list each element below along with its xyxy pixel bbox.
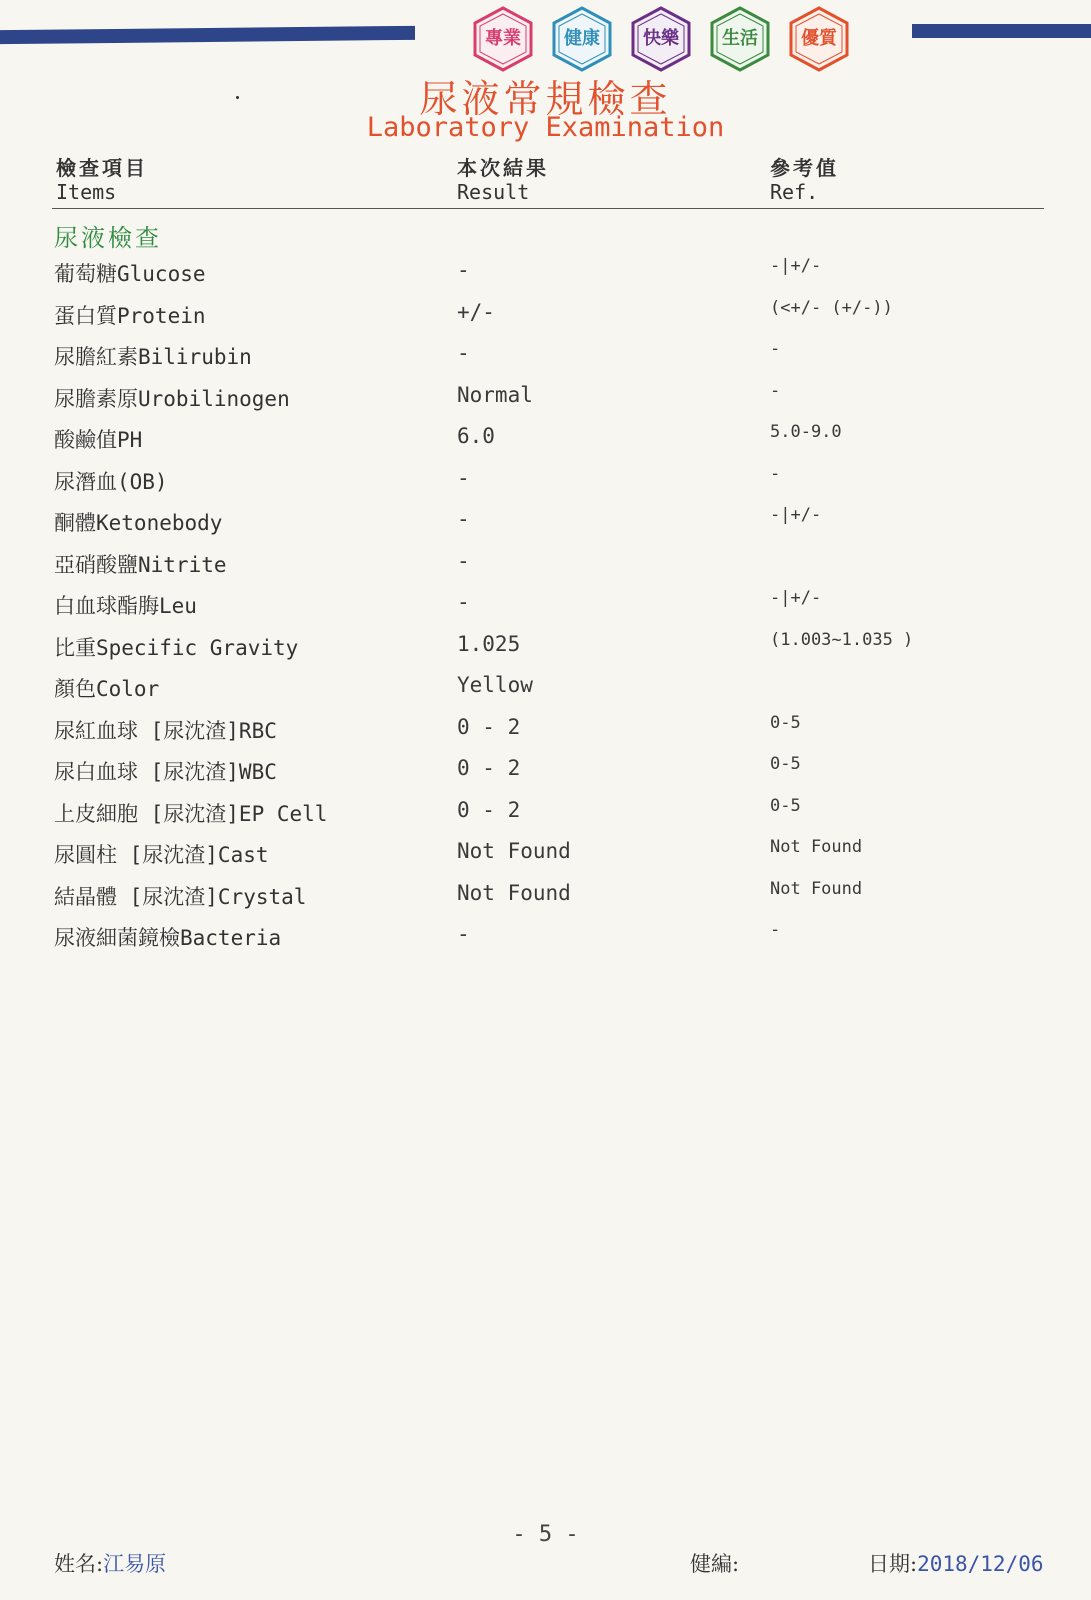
item-ref: - [770, 339, 781, 359]
badge-happy: 快樂 [628, 5, 694, 73]
item-ref: - [770, 463, 781, 484]
item-ref: - [770, 920, 781, 940]
item-name: 尿膽素原Urobilinogen [54, 386, 290, 411]
table-row [0, 418, 1091, 460]
name-value: 江易原 [103, 1552, 167, 1576]
item-ref: 5.0-9.0 [770, 422, 842, 442]
item-ref: - [770, 380, 781, 401]
item-name: 亞硝酸鹽Nitrite [54, 552, 227, 577]
item-name: 上皮細胞 [尿沈渣]EP Cell [54, 801, 328, 826]
stray-dot [236, 96, 239, 99]
item-name: 尿紅血球 [尿沈渣]RBC [54, 718, 277, 743]
item-result: - [457, 922, 470, 946]
section-title: 尿液檢查 [54, 224, 162, 252]
item-ref: 0-5 [770, 795, 801, 816]
item-name: 白血球酯脢Leu [54, 594, 197, 618]
item-result: Yellow [457, 673, 533, 697]
item-name: 尿潛血(OB) [54, 469, 168, 494]
date-value: 2018/12/06 [917, 1552, 1044, 1576]
badge-quality: 優質 [786, 5, 852, 73]
item-ref: Not Found [770, 837, 863, 857]
item-ref: (<+/- (+/-)) [770, 297, 893, 318]
table-row [0, 252, 1091, 294]
table-row [0, 377, 1091, 419]
column-header-result: 本次結果 Result [457, 156, 549, 204]
date-label: 日期: [868, 1552, 918, 1576]
item-ref: -|+/- [770, 256, 822, 276]
item-ref: (1.003~1.035 ) [770, 629, 914, 650]
item-ref: -|+/- [770, 588, 822, 608]
item-result: - [457, 258, 470, 282]
item-result: - [457, 590, 470, 614]
item-ref: 0-5 [770, 712, 801, 733]
item-result: 0 - 2 [457, 797, 521, 822]
item-result: +/- [457, 299, 495, 324]
item-result: Not Found [457, 839, 571, 863]
item-name: 酸鹼值PH [54, 428, 143, 452]
item-result: - [457, 341, 470, 365]
item-result: Normal [457, 382, 533, 407]
table-row [0, 584, 1091, 626]
item-name: 比重Specific Gravity [54, 635, 299, 660]
item-name: 尿白血球 [尿沈渣]WBC [54, 760, 277, 784]
name-label: 姓名: [54, 1552, 104, 1576]
table-row [0, 335, 1091, 377]
item-name: 尿圓柱 [尿沈渣]Cast [54, 843, 269, 867]
item-name: 酮體Ketonebody [54, 511, 223, 535]
table-row [0, 709, 1091, 751]
footer-name [54, 1548, 166, 1578]
item-result: - [457, 548, 470, 573]
header-bar-right [912, 24, 1091, 38]
table-row [0, 626, 1091, 668]
item-name: 顏色Color [54, 677, 160, 701]
item-name: 葡萄糖Glucose [54, 262, 206, 286]
item-result: - [457, 465, 470, 490]
table-row [0, 294, 1091, 336]
footer-date [868, 1548, 1044, 1578]
results-table [0, 252, 1091, 958]
page-title-en: Laboratory Examination [366, 112, 725, 143]
item-result: 1.025 [457, 631, 521, 656]
table-row [0, 501, 1091, 543]
table-row [0, 667, 1091, 709]
item-name: 尿液細菌鏡檢Bacteria [54, 926, 282, 950]
badge-health: 健康 [549, 5, 615, 73]
item-ref: Not Found [770, 878, 863, 899]
table-row [0, 833, 1091, 875]
table-row [0, 750, 1091, 792]
page-title-zh: 尿液常規檢查 [419, 77, 672, 121]
badge-group [470, 5, 870, 75]
item-result: Not Found [457, 880, 571, 905]
item-ref: 0-5 [770, 754, 801, 774]
item-name: 蛋白質Protein [54, 303, 206, 328]
header-divider [52, 208, 1044, 209]
item-name: 結晶體 [尿沈渣]Crystal [54, 884, 307, 909]
header-bar-left [0, 26, 415, 44]
table-row [0, 460, 1091, 502]
table-row [0, 543, 1091, 585]
page-number: - 5 - [512, 1522, 579, 1547]
table-row [0, 792, 1091, 834]
column-header-items: 檢查項目 Items [56, 156, 148, 204]
table-row [0, 916, 1091, 958]
badge-professional: 專業 [470, 5, 536, 73]
column-header-ref: 參考值 Ref. [770, 156, 839, 204]
item-name: 尿膽紅素Bilirubin [54, 345, 252, 369]
item-result: 0 - 2 [457, 714, 521, 739]
item-result: 0 - 2 [457, 756, 521, 780]
item-result: - [457, 507, 470, 531]
item-result: 6.0 [457, 424, 495, 448]
table-row [0, 875, 1091, 917]
item-ref: -|+/- [770, 505, 822, 525]
id-label: 健編: [690, 1552, 740, 1576]
badge-life: 生活 [707, 5, 773, 73]
footer-id [690, 1548, 739, 1578]
